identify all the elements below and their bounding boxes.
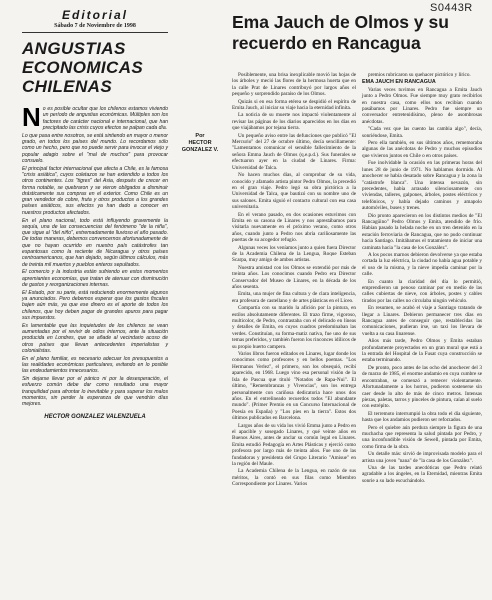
article-paragraph: Quizás si en esa forma etérea se despidió el espíritu de Emita Jauch, al iniciar su viaje hacia la eternidad infinita. (232, 98, 356, 112)
article-paragraph: Un pequeño aviso entre las defunciones que publicó "El Mercurio" del 27 de octubre último, decía sencillamente: "Lamentamos comunicar el sensible fallecimiento de la señora Emma Jauch de Olmos (q.e.p.d.). Sus funerales se efectuaron ayer en la ciudad de Linares. Firma: Universidad de Talca. (232, 132, 356, 171)
article-paragraph: Un detalle más: sirvió de improvisada modelo para el artista una joven "nana" de "la casa de los González". (362, 451, 482, 464)
editorial-paragraph: Lo que pasa entre nosotros, se está sintiendo en mayor o menor grado, en todos los países del mundo. Lo recordamos sólo como un hecho, pero que no puede servir para invocar el viejo y popular adagio sobre el "mal de muchos" para provocar consuelo. (22, 132, 168, 164)
article-paragraph: Algunas veces los veníamos junto a quien fuera Director de la Academia Chilena de la Lengua, Roque Esteban Scarpa, muy amigo de ambos artistas. (232, 244, 356, 264)
article-column-2 (362, 72, 482, 485)
byline (180, 133, 220, 154)
article-paragraph: Nuestra amistad con los Olmos se extendió por más de treinta años. Los conocimos cuando Pedro era Director Conservador del Museo de Linares, en la década de los años sesenta. (232, 264, 356, 290)
section-label: Editorial (61, 8, 128, 22)
article-paragraph: "Cada vez que las cuento las cambia algo", decía, sonriéndose, Emita. (362, 126, 482, 139)
editorial-body (22, 102, 168, 408)
editorial-paragraph: El principal factor internacional que afecta a Chile, es la famosa "crisis asiática", cuyos coletazos se han extendido a todos los otros continentes. Los "tigres" del Asia, después de crecer en forma notable, se quebraron y se vieron obligados a disminuir drásticamente sus compras en el exterior. Como Chile es un gran vendedor de cobre, fruta y otros productos a los grandes países asiáticos, sus efectos ya han dado a conocer en nuestros productos afectados. (22, 165, 168, 216)
editorial-column (22, 8, 168, 420)
article-column-1 (232, 72, 356, 489)
article-paragraph: No hacen muchos días, al comprobar de su vida, conocido y afamado artista pintor Pedro Olmos, la precedió en el gran viaje. Pedro legó su obra pictórica a la Universidad de Talca, que bautizó con su nombre uno de sus salones. Emita siguió el contacto cultural con esa casa universitaria. (232, 172, 356, 211)
editorial-paragraph: El comercio y la industria están sufriendo en estos momentos apremiantes economías, que tratan de atenuar con disminución de gastos y reorganizaciones internas. (22, 269, 168, 289)
divider (22, 32, 168, 33)
article-paragraph: De pronto, poco antes de las ocho del anochecer del 3 de marzo de 1985, el enorme andamio en cuya cumbre se encontraban, se comenzó a remecer violentamente. Afortunadamente a los horros, pudieron sostenerse sin caer desde lo alto de más de cinco metros. Intensas piezas, paletas, tarros y pinceles de pintura, caían al suelo con estrépito. (362, 364, 482, 410)
editorial-paragraph: En el plano nacional, todo está influyendo gravemente la sequía, una de las consecuencias del fenómeno "de la niña", que sigue al "del niño", extremadamente lluvioso el año pasado. De todas maneras, debemos convencernos afortunadamente de que no hayan ocurrido en nuestro país catástrofes tan espantosas como la reciente de Nicaragua y otros países centroamericanos, que han dejado, según últimos cálculos, más de treinta mil muertos y pueblos enteros sepultados. (22, 217, 168, 268)
archive-reference-code: S0443R (430, 2, 473, 14)
article-paragraph: Posiblemente, una brisa inexplicable movió las hojas de los árboles y meció las flores de la hermosa huerta que en la calle Prat de Linares contribuyó por largos años el pequeño y sorprendido paraíso de los Olmos. (232, 72, 356, 98)
byline-name: HECTOR GONZALEZ V. (181, 140, 219, 153)
article-paragraph: Fue inolvidable la ocasión en las primeras horas del lunes 28 de junio de 1971. No hablamos dormido. Al anochecer se había desatado sobre Rancagua y la zona la "catástrofe blanca". Una intensa nevazón, sin precedentes, había arrasado silenciosamente con viviendas, talleres, galpones, árboles, postes eléctricos y telefónicos, y había dejado caminos y amapolo automóviles, buses y trenes. (362, 160, 482, 212)
article-paragraph: Compartía con su marido la afición por la pintura, en estilos absolutamente diferentes. El trazo firme, vigoroso, multicolor, de Pedro, contrastaba con el delicado en líneas y detalles de Emita, en cuyos cuadros predominaban las verdes. Constituían, su forma-matiz nativa, fue uno de sus temas preferidos, y también fueron los rinconces idílicos de su propio huerto campero. (232, 305, 356, 350)
article-paragraph: En resumen, se acabó el viaje a Santiago tratando de llegar a Linares. Debieron permanecer tres días en Rancagua antes de conseguir que, restablecidas las comunicaciones, pudieran irse, un taxi los llevara de vuelta a su casa linarense. (362, 305, 482, 337)
byline-prefix: Por (195, 133, 205, 139)
title-line: ECONOMICAS (22, 58, 144, 77)
editorial-title (22, 39, 168, 96)
editorial-paragraph: El Estado, por su parte, está reduciendo enormemente algunos ya anunciados. Pero debemos esperar que los gastos fiscales bajen aún más, ya que ese dinero es el aporte de todos los chilenos, que hoy deben pagar de grandes apuros para pagar sus impuestos. (22, 289, 168, 321)
article-paragraph: Una de las tardes anecdóticas que Pedro relató agradable a los ángeles, en la Eternidad, mientras Emita sonrie a su lado escuchándolo. (362, 464, 482, 484)
article-paragraph: La Academia Chilena de la Lengua, en razón de sus méritos, la contó en sus filas como Miembro Correspondiente por Linares. Varios (232, 468, 356, 488)
editorial-paragraph: Sin dejarse llevar por el pánico ni por la desesperación, el esfuerzo común debe dar como resultado una mayor tranquilidad para afrontar lo inevitable y para superar los malos momentos, sin perder la esperanza de que vendrán días mejores. (22, 376, 168, 408)
editorial-signature: HECTOR GONZALEZ VALENZUELA (44, 413, 146, 420)
article-paragraph: En cuanto la claridad del día lo permitió, emprendieron un penoso caminar por en medio de las calles cubiertas de nieve, con árboles, postes y cables tirados por las calles no circulaba ningún vehículo. (362, 278, 482, 304)
title-line: ANGUSTIAS (22, 39, 126, 58)
publication-date: Sábado 7 de Noviembre de 1998 (54, 23, 136, 29)
article-paragraph: La noticia de su muerte nos impactó violentamente al revisar las páginas de los diarios aparecidos en los días en que viajábamos por tejana tierra. (232, 112, 356, 132)
article-paragraph: Varias veces tuvimos en Rancagua a Emita Jauch junto a Pedro Olmos. Fue siempre muy grato recibirlos en nuestra casa, como ellos nos recibían cuando pasábamos por Linares. Pedro fue siempre un conversador entretenidísimo, pleno de asombrosas anécdotas. (362, 86, 482, 125)
drop-cap: N (22, 102, 41, 132)
article-subheading: EMA JAUCH EN RANCAGUA (362, 79, 436, 86)
article-paragraph: Pero ella también, en sus últimos años, rememoraba algunas de las anécdotas de Pedro y muchos episodios que vivieron juntos en Chile o en otros países. (362, 140, 482, 159)
article-paragraph: premios rubricaron su quehacer pictórico y lírico. (368, 72, 471, 78)
article-paragraph: Varios libros fueron editados en Linares, lugar donde los conocimos como profesores y en bellos poemas. "Los Hermanos Verlez", el primero, son los obsequió, recibí aparecido, en 1968. Luego vino esa personal visión de la Isla de Pascua que tituló "Notados de Rapa-Nui". El último, "Remembranzas y Vivencias", son los entrega personalmente con cariñosa dedicatoria hace unos dos años. En el entrelineado recuerdos todos "El abundante mundo". (Primer Premio en un Concurso Internacional de Poesía en España) y "Los pies en la tierra". Estos dos últimos publicados en Barcelona. (232, 351, 356, 422)
article-paragraph: El terremoto interrumpió la obra todo el día siguiente, hasta que los andamios pudieron ser reforzados. (362, 410, 482, 424)
editorial-paragraph: En el plano familiar, es necesario adecuar los presupuestos a las realidades económicas particulares, evitando en lo posible las endeudamientos innecesarios. (22, 355, 168, 375)
article-paragraph: En el verano pasado, en dos ocasiones estuvimos con Emita en su casona de Linares y nos aprestábamos para visitarla nuevamente en el próximo verano, como otros años, cuando junto a Pedro nos abría cariñosamente las puertas de su acogedor refugio. (232, 211, 356, 244)
article-headline: Ema Jauch de Olmos y su recuerdo en Rancagua (232, 12, 449, 53)
article-paragraph: Emita, una mujer de fina cultura y de clara inteligencia, era profesora de castellano y de artes plásticas en el Liceo. (232, 291, 356, 304)
editorial-paragraph: No es posible ocultar que los chilenos estamos viviendo un período de angustias económicas. Múltiples son los factores de carácter nacional e internacional, que han precipitado las crisis cuyos efectos se palpan cada día. (22, 102, 168, 132)
editorial-paragraph: Es lamentable que las inquietudes de los chilenos se vean aumentadas por el revivir de odios internos, ante la situación producida en Londres, que se añade al vecindario acoso de otros países que llevan antecedentes imperialistas y colonialistas. (22, 322, 168, 354)
article-paragraph: Años más tarde, Pedro Olmos y Emita estaban profundamente proyectados en un gran mural que está a la entrada del Hospital de la Fusat cuya construcción se estaba terminando. (362, 338, 482, 364)
article-paragraph: Pero el quiebre aún perdura siempre la figura de una muchacha que representa la salud pintada por Pedro, y una inconfundible visión de Sewell, pintada por Emita, como firma de la obra. (362, 424, 482, 450)
article-paragraph: Largos años de su vida los vivió Emma junto a Pedro en el apacible y sosegado Linares, y qué veinte años en Buenos Aires, antes de anclar su común legal en Linares. Emita estudió Pedagogía en Artes Plásticas y ejerció como profesora por largo más de treinta años. Fue uno de las fundadoras y presidenta del Grupo Literario "Amisue" en la región del Maule. (232, 422, 356, 467)
title-line: CHILENAS (22, 77, 113, 96)
article-paragraph: Dio pronto aparecieron en los distintos medios de "El Rancagüino" Pedro Olmos y Emita, atendido de frío. Habían pasado la helada noche en un tren detenido en la estación ferroviaria de Rancagua, que no pudo continuar hacia Santiago. Imitábamos el tratamiento de iniciar una caminata hacia "la casa de los González". (362, 212, 482, 251)
article-paragraph: A los pocos marnos debieron devolverse ya que estaba cortada la luz eléctrica, la ciudad no había agua potable y el uso de la misma, y la nieve impedía caminar por la calle. (362, 251, 482, 278)
